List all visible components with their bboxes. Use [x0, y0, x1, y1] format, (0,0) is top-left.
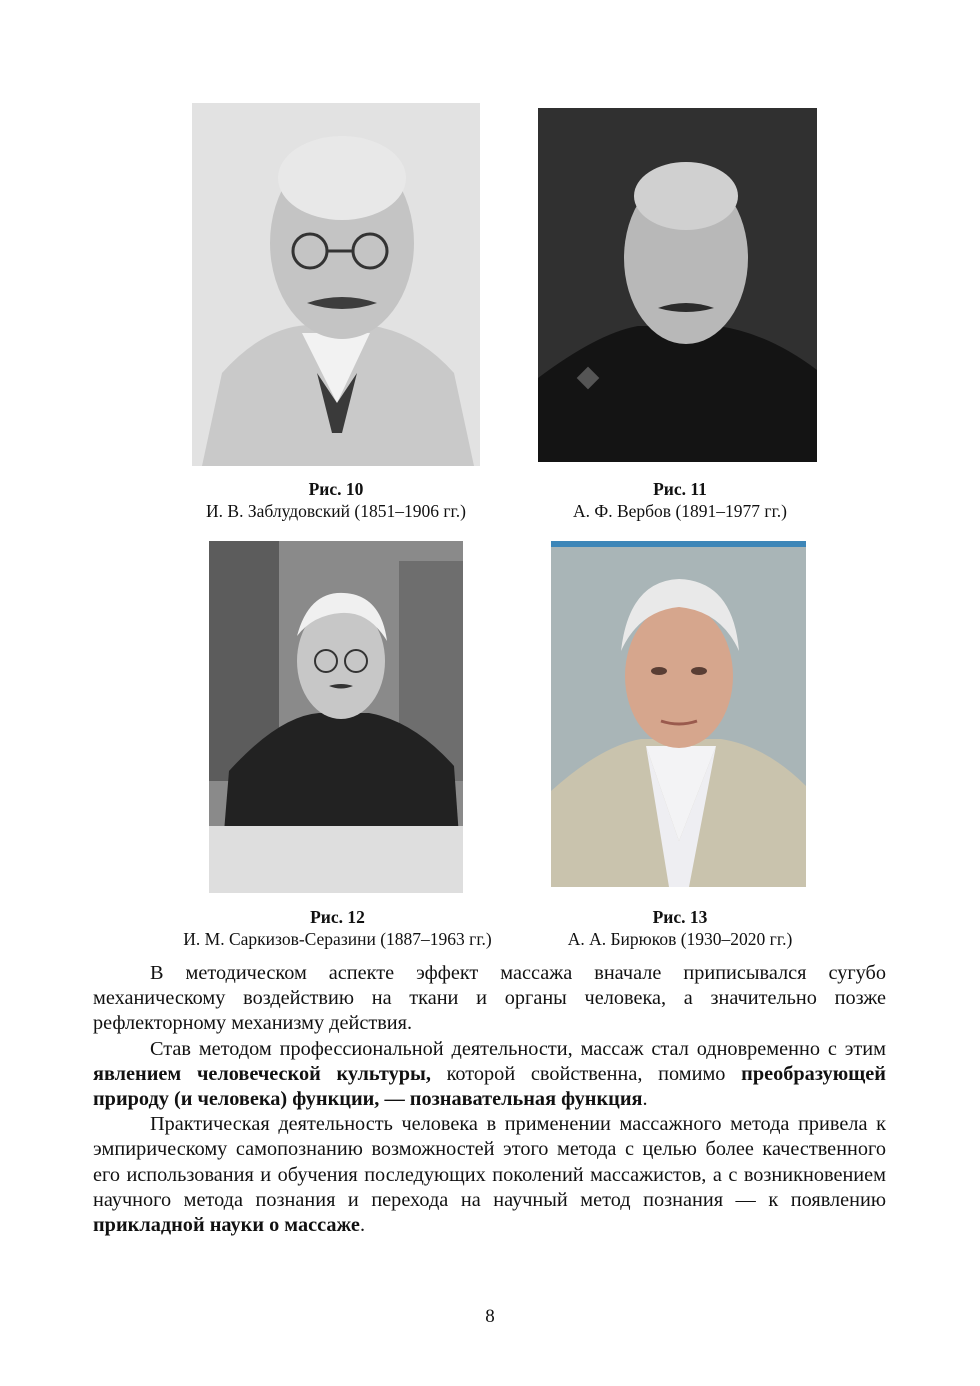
figure-10-label: Рис. 10	[308, 479, 364, 499]
figure-11-label: Рис. 11	[653, 479, 707, 499]
body-text	[93, 961, 886, 1238]
figure-10-name: И. В. Заблудовский (1851–1906 гг.)	[206, 501, 466, 521]
figure-11-name: А. Ф. Вербов (1891–1977 гг.)	[573, 501, 787, 521]
portrait-zabludovsky-image	[192, 103, 480, 466]
paragraph-2-text: Став методом профессиональной деятельности, массаж стал одновременно с этим	[150, 1037, 886, 1060]
figure-13-label: Рис. 13	[652, 907, 708, 927]
paragraph	[93, 1112, 886, 1238]
paragraph-3-text: .	[359, 1214, 366, 1237]
figure-12-name: И. М. Саркизов-Серазини (1887–1963 гг.)	[183, 929, 492, 949]
paragraph-3-bold-science: прикладной науки о массаже	[93, 1214, 360, 1237]
paragraph-2-bold-culture: явлением человеческой культуры,	[93, 1062, 431, 1085]
paragraph-2-bold-function: преобразующей природу (и человека) функции, — познавательная функция	[93, 1062, 886, 1111]
figure-13-caption	[530, 906, 830, 950]
paragraph-2-text: которой свойственна, помимо	[430, 1062, 742, 1085]
paragraph-3-text: Практическая деятельность человека в применении массажного метода привела к эмпирическому самопознанию возможностей этого метода с целью более качественного его использования и обучения последующих поколений массажистов, а с возникновением научного метода познания и перехода на научный метод познания — к появлению	[93, 1113, 886, 1211]
portrait-sarkizov-serazini-image	[209, 541, 463, 893]
portrait-biryukov-image	[551, 541, 806, 887]
portrait-verbov-image	[538, 108, 817, 462]
paragraph	[93, 961, 886, 1037]
figure-12-caption	[140, 906, 535, 950]
paragraph-2-text: .	[642, 1088, 648, 1111]
figure-10-caption	[166, 478, 506, 522]
figure-11-caption	[530, 478, 830, 522]
figure-12-label: Рис. 12	[310, 907, 365, 927]
page-number: 8	[485, 1306, 495, 1327]
figure-13-name: А. А. Бирюков (1930–2020 гг.)	[567, 929, 793, 949]
paragraph-1-text: В методическом аспекте эффект массажа вначале приписывался сугубо механическому воздействию на ткани и органы человека, а значительно позже рефлекторному механизму действия.	[93, 962, 886, 1035]
paragraph	[93, 1037, 886, 1113]
